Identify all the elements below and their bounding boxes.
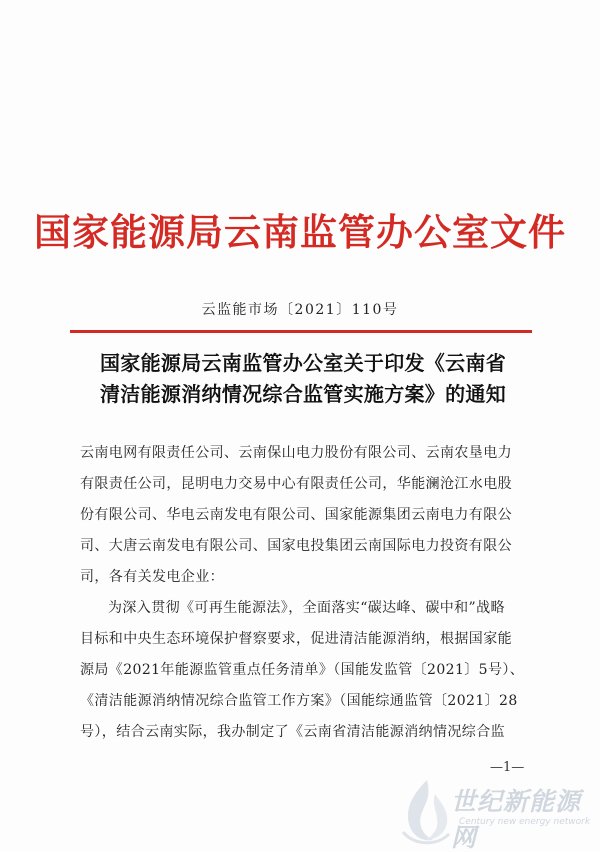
- document-number: 云监能市场〔2021〕110号: [201, 302, 399, 318]
- watermark-flame-icon: [395, 776, 455, 846]
- red-divider-line: [70, 330, 532, 333]
- body-line-1: 为深入贯彻《可再生能源法》，全面落实“碳达峰、碳中和”战略: [108, 600, 505, 616]
- addressee-line-1: 云南电网有限责任公司、云南保山电力股份有限公司、云南农垦电力: [80, 445, 512, 461]
- body-line-4: 《清洁能源消纳情况综合监管工作方案》（国能综通监管〔2021〕28: [80, 693, 518, 709]
- watermark: [395, 772, 595, 852]
- addressee-line-2: 有限责任公司，昆明电力交易中心有限责任公司，华能澜沧江水电股: [80, 476, 512, 492]
- notice-title: [78, 348, 528, 410]
- addressee-line-5: 司，各有关发电企业：: [80, 569, 224, 585]
- notice-title-line-1: 国家能源局云南监管办公室关于印发《云南省: [100, 351, 506, 375]
- notice-title-line-2: 清洁能源消纳情况综合监管实施方案》的通知: [100, 382, 506, 406]
- body-line-3: 源局《2021年能源监管重点任务清单》（国能发监管〔2021〕5号）、: [80, 662, 525, 678]
- body-line-2: 目标和中央生态环境保护督察要求，促进清洁能源消纳，根据国家能: [80, 631, 512, 647]
- body-line-5: 号），结合云南实际，我办制定了《云南省清洁能源消纳情况综合监: [80, 724, 505, 740]
- watermark-url: Century new energy network: [459, 817, 591, 827]
- watermark-name: 世纪新能源网: [451, 787, 582, 852]
- addressee-line-4: 司、大唐云南发电有限公司、国家电投集团云南国际电力投资有限公: [80, 538, 512, 554]
- document-header-title: 国家能源局云南监管办公室文件: [34, 211, 566, 254]
- page-number: —1—: [490, 760, 525, 775]
- addressee-line-3: 份有限公司、华电云南发电有限公司、国家能源集团云南电力有限公: [80, 507, 512, 523]
